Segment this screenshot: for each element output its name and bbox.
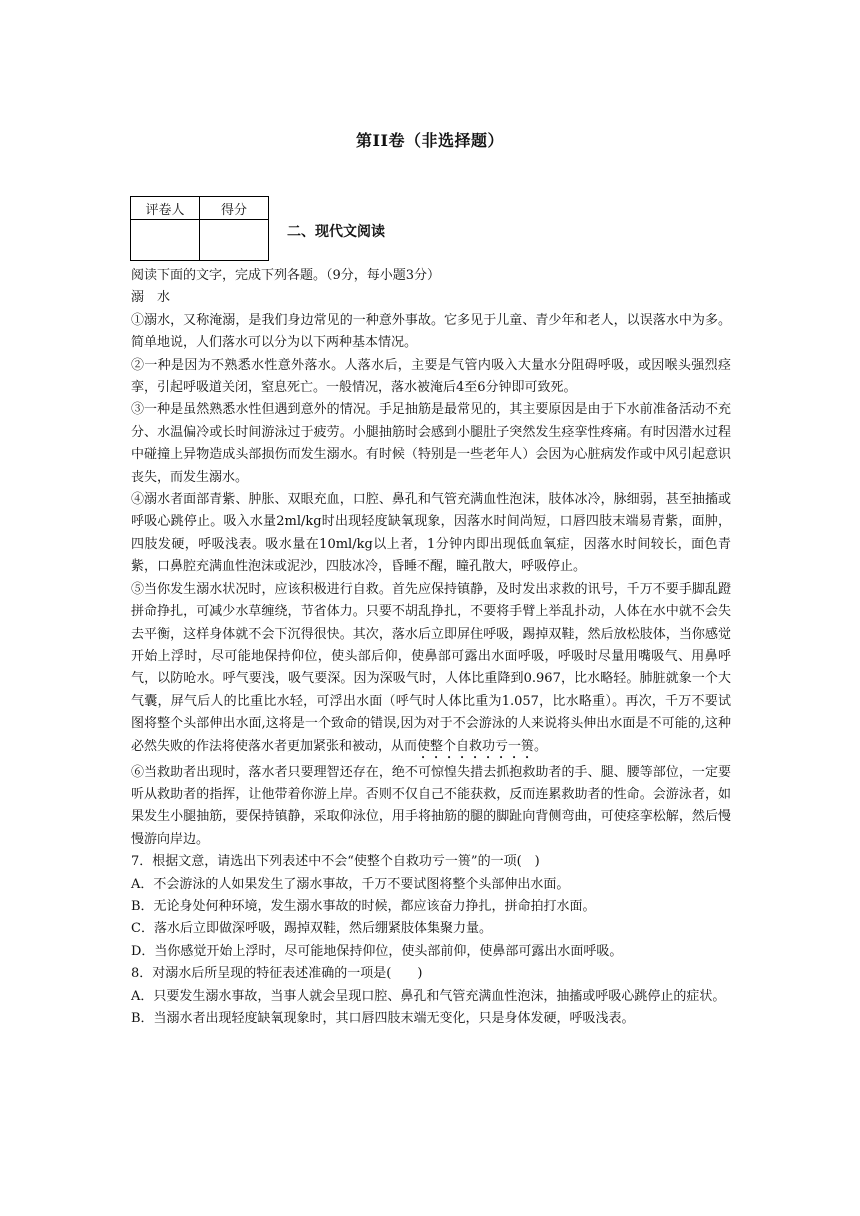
question-7-option-c: C．落水后立即做深呼吸，踢掉双鞋，然后绷紧肢体集聚力量。 bbox=[131, 921, 492, 937]
score-table bbox=[130, 196, 269, 261]
paragraph-2: ②一种是因为不熟悉水性意外落水。人落水后，主要是气管内吸入大量水分阻碍呼吸，或因喉头强烈痉挛，引起呼吸道关闭，窒息死亡。一般情况，落水被淹后4至6分钟即可致死。 bbox=[131, 357, 731, 396]
paragraph-5 bbox=[131, 579, 731, 762]
instructions: 阅读下面的文字，完成下列各题。（9分，每小题3分） bbox=[131, 268, 441, 283]
emphasized-phrase: 使整个自救功亏一篑 bbox=[417, 738, 535, 754]
question-8-option-b: B．当溺水者出现轻度缺氧现象时，其口唇四肢末端无变化，只是身体发硬，呼吸浅表。 bbox=[131, 1011, 635, 1026]
question-8-option-a: A．只要发生溺水事故，当事人就会呈现口腔、鼻孔和气管充满血性泡沫，抽搐或呼吸心跳停止的症状。 bbox=[131, 988, 726, 1004]
section-title: 二、现代文阅读 bbox=[287, 224, 385, 240]
question-8: 8．对溺水后所呈现的特征表述准确的一项是( ) bbox=[131, 966, 423, 982]
question-7-option-d: D．当你感觉开始上浮时，尽可能地保持仰位，使头部前仰，使鼻部可露出水面呼吸。 bbox=[131, 943, 623, 959]
page-title: 第II卷（非选择题） bbox=[356, 131, 504, 150]
question-7-option-a: A．不会游泳的人如果发生了溺水事故，千万不要试图将整个头部伸出水面。 bbox=[131, 876, 570, 892]
question-7-option-b: B．无论身处何种环境，发生溺水事故的时候，都应该奋力挣扎，拼命拍打水面。 bbox=[131, 898, 596, 914]
paragraph-5-end: 。 bbox=[534, 738, 548, 754]
paragraph-1: ①溺水，又称淹溺，是我们身边常见的一种意外事故。它多见于儿童、青少年和老人，以误落水中为多。简单地说，人们落水可以分为以下两种基本情况。 bbox=[131, 312, 731, 351]
article-title: 溺 水 bbox=[131, 290, 171, 306]
grader-cell bbox=[131, 220, 200, 261]
score-header: 得分 bbox=[200, 197, 269, 220]
reading-content bbox=[131, 265, 731, 1030]
paragraph-5-text: ⑤当你发生溺水状况时，应该积极进行自救。首先应保持镇静，及时发出求救的讯号，千万不要手脚乱蹬拼命挣扎，可减少水草缠绕，节省体力。只要不胡乱挣扎，不要将手臂上举乱扑动，人体在水中就不会失去平衡，这样身体就不会下沉得很快。其次，落水后立即屏住呼吸，踢掉双鞋，然后放松肢体，当你感觉开始上浮时，尽可能地保持仰位，使头部后仰，使鼻部可露出水面呼吸，呼吸时尽量用嘴吸气、用鼻呼气，以防呛水。呼气要浅，吸气要深。因为深吸气时，人体比重降到0.967，比水略轻。肺脏就象一个大气囊，屏气后人的比重比水轻，可浮出水面（呼气时人体比重为1.057，比水略重）。再次，千万不要试图将整个头部伸出水面,这将是一个致命的错误,因为对于不会游泳的人来说将头伸出水面是不可能的,这种必然失败的作法将使落水者更加紧张和被动，从而 bbox=[131, 581, 731, 754]
paragraph-6: ⑥当救助者出现时，落水者只要理智还存在，绝不可惊惶失措去抓抱救助者的手、腿、腰等部位，一定要听从救助者的指挥，让他带着你游上岸。否则不仅自己不能获救，反而连累救助者的性命。会游泳者，如果发生小腿抽筋，要保持镇静，采取仰泳位，用手将抽筋的腿的脚趾向背侧弯曲，可使痉挛松解，然后慢慢游向岸边。 bbox=[131, 764, 731, 847]
paragraph-4: ④溺水者面部青紫、肿胀、双眼充血，口腔、鼻孔和气管充满血性泡沫，肢体冰冷，脉细弱，甚至抽搐或呼吸心跳停止。吸入水量2ml/kg时出现轻度缺氧现象，因落水时间尚短，口唇四肢末端易青紫，面肿，四肢发硬，呼吸浅表。吸水量在10ml/kg以上者，1分钟内即出现低血氧症，因落水时间较长，面色青紫，口鼻腔充满血性泡沫或泥沙，四肢冰冷，昏睡不醒，瞳孔散大，呼吸停止。 bbox=[131, 492, 731, 575]
grader-header: 评卷人 bbox=[131, 197, 200, 220]
paragraph-3: ③一种是虽然熟悉水性但遇到意外的情况。手足抽筋是最常见的，其主要原因是由于下水前准备活动不充分、水温偏冷或长时间游泳过于疲劳。小腿抽筋时会感到小腿肚子突然发生痉挛性疼痛。有时因潜水过程中碰撞上异物造成头部损伤而发生溺水。有时候（特别是一些老年人）会因为心脏病发作或中风引起意识丧失，而发生溺水。 bbox=[131, 402, 731, 485]
question-7: 7．根据文意，请选出下列表述中不会“使整个自救功亏一篑”的一项( ) bbox=[131, 854, 540, 870]
score-cell bbox=[200, 220, 269, 261]
